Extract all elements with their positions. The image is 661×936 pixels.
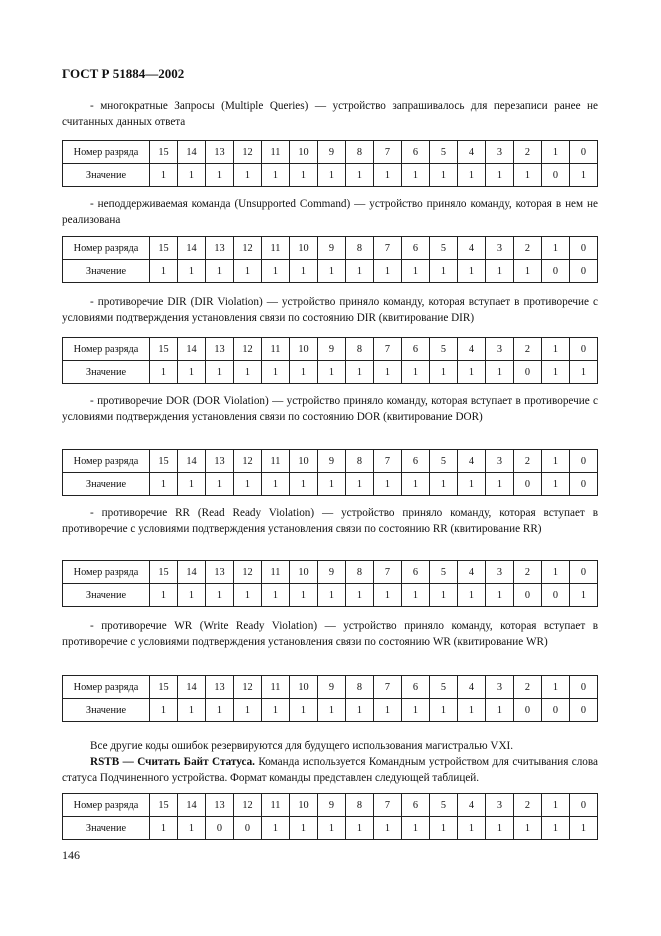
value-cell: 1 — [374, 164, 402, 187]
value-row — [63, 260, 598, 283]
bit-number-cell: 3 — [486, 794, 514, 817]
value-cell: 1 — [514, 817, 542, 840]
bit-number-cell: 5 — [430, 450, 458, 473]
value-cell: 1 — [262, 361, 290, 384]
bit-number-cell: 8 — [346, 561, 374, 584]
bit-number-cell: 9 — [318, 561, 346, 584]
value-cell: 1 — [430, 164, 458, 187]
error-description: - противоречие RR (Read Ready Violation) — устройство приняло команду, которая вступает в противоречие с условиями подтверждения установления связи по состоянию RR (квитирование RR) — [62, 507, 598, 535]
value-cell: 1 — [346, 817, 374, 840]
bit-number-cell: 13 — [206, 561, 234, 584]
value-cell: 1 — [290, 817, 318, 840]
value-cell: 1 — [346, 584, 374, 607]
bit-number-cell: 12 — [234, 794, 262, 817]
value-cell: 1 — [458, 817, 486, 840]
value-cell: 0 — [514, 699, 542, 722]
bit-number-label: Номер разряда — [63, 676, 150, 699]
bit-number-cell: 14 — [178, 450, 206, 473]
bit-number-cell: 6 — [402, 676, 430, 699]
value-cell: 1 — [374, 584, 402, 607]
value-row — [63, 817, 598, 840]
value-cell: 0 — [542, 260, 570, 283]
value-cell: 1 — [150, 699, 178, 722]
value-cell: 1 — [570, 361, 598, 384]
bit-number-cell: 10 — [290, 338, 318, 361]
value-cell: 1 — [374, 473, 402, 496]
value-cell: 1 — [514, 164, 542, 187]
value-cell: 1 — [486, 164, 514, 187]
bit-number-cell: 0 — [570, 141, 598, 164]
bit-number-cell: 3 — [486, 141, 514, 164]
value-cell: 1 — [178, 699, 206, 722]
bit-number-cell: 7 — [374, 141, 402, 164]
value-label: Значение — [63, 584, 150, 607]
bit-number-cell: 11 — [262, 561, 290, 584]
value-cell: 1 — [430, 817, 458, 840]
bit-number-cell: 0 — [570, 338, 598, 361]
value-cell: 1 — [206, 260, 234, 283]
value-cell: 1 — [402, 473, 430, 496]
value-cell: 0 — [542, 164, 570, 187]
bit-table — [62, 560, 598, 607]
value-cell: 1 — [570, 817, 598, 840]
bit-number-cell: 10 — [290, 450, 318, 473]
bit-number-cell: 4 — [458, 237, 486, 260]
bit-number-cell: 5 — [430, 794, 458, 817]
value-row — [63, 164, 598, 187]
bit-number-cell: 12 — [234, 338, 262, 361]
value-cell: 1 — [150, 584, 178, 607]
bit-number-cell: 13 — [206, 450, 234, 473]
value-cell: 1 — [374, 699, 402, 722]
bit-number-cell: 10 — [290, 794, 318, 817]
bit-number-cell: 5 — [430, 338, 458, 361]
bit-number-cell: 14 — [178, 676, 206, 699]
bit-number-cell: 0 — [570, 561, 598, 584]
value-cell: 1 — [178, 473, 206, 496]
bit-number-cell: 15 — [150, 561, 178, 584]
value-cell: 0 — [570, 699, 598, 722]
bit-number-row — [63, 237, 598, 260]
bit-table — [62, 675, 598, 722]
value-label: Значение — [63, 817, 150, 840]
value-label: Значение — [63, 260, 150, 283]
bit-number-cell: 7 — [374, 237, 402, 260]
value-cell: 1 — [542, 361, 570, 384]
value-row — [63, 361, 598, 384]
value-label: Значение — [63, 361, 150, 384]
value-cell: 1 — [234, 473, 262, 496]
value-cell: 1 — [290, 164, 318, 187]
value-cell: 1 — [430, 260, 458, 283]
error-description: - противоречие DOR (DOR Violation) — устройство приняло команду, которая вступает в противоречие с условиями подтверждения установления связи по состоянию DOR (квитирование DOR) — [62, 395, 598, 423]
bit-table — [62, 140, 598, 187]
bit-number-row — [63, 676, 598, 699]
bit-number-cell: 13 — [206, 794, 234, 817]
bit-number-cell: 15 — [150, 338, 178, 361]
value-cell: 1 — [458, 361, 486, 384]
value-cell: 1 — [206, 361, 234, 384]
value-cell: 1 — [290, 361, 318, 384]
bit-number-cell: 1 — [542, 794, 570, 817]
value-cell: 1 — [178, 164, 206, 187]
value-cell: 0 — [542, 699, 570, 722]
bit-number-cell: 12 — [234, 676, 262, 699]
bit-number-cell: 11 — [262, 141, 290, 164]
bit-number-cell: 2 — [514, 450, 542, 473]
value-cell: 1 — [430, 584, 458, 607]
bit-number-cell: 8 — [346, 794, 374, 817]
value-cell: 1 — [262, 260, 290, 283]
bit-number-cell: 14 — [178, 237, 206, 260]
value-cell: 1 — [486, 260, 514, 283]
value-cell: 1 — [402, 817, 430, 840]
value-cell: 0 — [570, 473, 598, 496]
bit-number-cell: 4 — [458, 450, 486, 473]
value-cell: 1 — [346, 164, 374, 187]
value-cell: 1 — [430, 361, 458, 384]
bit-number-cell: 15 — [150, 141, 178, 164]
bit-number-cell: 4 — [458, 561, 486, 584]
value-cell: 1 — [234, 584, 262, 607]
document-header: ГОСТ Р 51884—2002 — [62, 66, 185, 81]
bit-number-cell: 5 — [430, 676, 458, 699]
value-cell: 1 — [486, 473, 514, 496]
value-cell: 0 — [234, 817, 262, 840]
value-cell: 1 — [486, 699, 514, 722]
value-cell: 1 — [570, 164, 598, 187]
value-label: Значение — [63, 473, 150, 496]
bit-number-cell: 7 — [374, 676, 402, 699]
bit-number-cell: 15 — [150, 237, 178, 260]
value-cell: 1 — [150, 260, 178, 283]
bit-number-row — [63, 141, 598, 164]
value-cell: 1 — [430, 473, 458, 496]
bit-number-cell: 2 — [514, 141, 542, 164]
bit-number-cell: 5 — [430, 141, 458, 164]
bit-table — [62, 449, 598, 496]
value-cell: 1 — [402, 164, 430, 187]
bit-number-cell: 4 — [458, 794, 486, 817]
bit-number-cell: 6 — [402, 450, 430, 473]
bit-number-cell: 6 — [402, 561, 430, 584]
value-cell: 0 — [514, 473, 542, 496]
value-cell: 1 — [458, 164, 486, 187]
bit-number-label: Номер разряда — [63, 237, 150, 260]
bit-number-cell: 10 — [290, 237, 318, 260]
value-label: Значение — [63, 699, 150, 722]
value-cell: 1 — [318, 164, 346, 187]
bit-number-cell: 0 — [570, 676, 598, 699]
value-cell: 1 — [514, 260, 542, 283]
bit-number-cell: 1 — [542, 450, 570, 473]
bit-number-label: Номер разряда — [63, 794, 150, 817]
value-cell: 1 — [346, 473, 374, 496]
page-number: 146 — [62, 848, 80, 862]
rstb-bit-table — [62, 793, 598, 840]
error-description: - противоречие WR (Write Ready Violation) — устройство приняло команду, которая вступает в противоречие с условиями подтверждения установления связи по состоянию WR (квитирование WR) — [62, 620, 598, 648]
bit-number-cell: 14 — [178, 561, 206, 584]
bit-number-cell: 1 — [542, 237, 570, 260]
bit-number-cell: 14 — [178, 141, 206, 164]
bit-number-cell: 9 — [318, 676, 346, 699]
value-cell: 1 — [374, 260, 402, 283]
bit-number-row — [63, 561, 598, 584]
bit-number-row — [63, 338, 598, 361]
value-cell: 1 — [458, 699, 486, 722]
error-description: - неподдерживаемая команда (Unsupported Command) — устройство приняло команду, которая в нем не реализована — [62, 198, 598, 226]
value-cell: 0 — [514, 361, 542, 384]
value-cell: 1 — [570, 584, 598, 607]
bit-number-cell: 7 — [374, 450, 402, 473]
value-cell: 0 — [570, 260, 598, 283]
value-cell: 1 — [178, 260, 206, 283]
bit-number-cell: 11 — [262, 794, 290, 817]
value-row — [63, 584, 598, 607]
value-cell: 1 — [150, 361, 178, 384]
bit-number-cell: 15 — [150, 450, 178, 473]
value-cell: 1 — [150, 473, 178, 496]
bit-number-label: Номер разряда — [63, 141, 150, 164]
value-cell: 1 — [290, 260, 318, 283]
bit-number-cell: 9 — [318, 141, 346, 164]
value-cell: 1 — [262, 584, 290, 607]
bit-number-cell: 9 — [318, 237, 346, 260]
value-cell: 1 — [346, 699, 374, 722]
bit-number-cell: 4 — [458, 141, 486, 164]
bit-number-cell: 15 — [150, 676, 178, 699]
value-cell: 1 — [234, 699, 262, 722]
value-cell: 1 — [150, 164, 178, 187]
reserved-note: Все другие коды ошибок резервируются для будущего использования магистралью VXI. — [90, 740, 514, 752]
value-cell: 1 — [290, 699, 318, 722]
bit-number-cell: 9 — [318, 794, 346, 817]
bit-number-cell: 12 — [234, 450, 262, 473]
bit-number-cell: 6 — [402, 794, 430, 817]
value-cell: 1 — [402, 699, 430, 722]
value-cell: 1 — [318, 699, 346, 722]
value-cell: 1 — [486, 361, 514, 384]
value-cell: 1 — [318, 817, 346, 840]
bit-number-cell: 4 — [458, 338, 486, 361]
bit-number-cell: 8 — [346, 141, 374, 164]
bit-table — [62, 337, 598, 384]
value-cell: 1 — [374, 817, 402, 840]
bit-table — [62, 236, 598, 283]
value-cell: 1 — [430, 699, 458, 722]
bit-number-cell: 11 — [262, 676, 290, 699]
rstb-term: RSTB — Считать Байт Статуса. — [90, 756, 255, 768]
bit-number-cell: 0 — [570, 237, 598, 260]
value-cell: 1 — [178, 817, 206, 840]
value-cell: 1 — [486, 584, 514, 607]
bit-number-cell: 10 — [290, 141, 318, 164]
value-cell: 1 — [262, 699, 290, 722]
bit-number-cell: 6 — [402, 338, 430, 361]
value-cell: 1 — [346, 361, 374, 384]
value-cell: 1 — [178, 584, 206, 607]
bit-number-cell: 9 — [318, 450, 346, 473]
value-cell: 1 — [458, 260, 486, 283]
bit-number-cell: 4 — [458, 676, 486, 699]
value-cell: 1 — [206, 699, 234, 722]
value-cell: 1 — [318, 361, 346, 384]
rstb-description: RSTB — Считать Байт Статуса. Команда используется Командным устройством для считывания слова статуса Подчиненного устройства. Формат команды представлен следующей таблицей. — [62, 756, 598, 784]
bit-number-cell: 10 — [290, 561, 318, 584]
bit-number-cell: 2 — [514, 237, 542, 260]
value-cell: 1 — [234, 361, 262, 384]
value-cell: 1 — [374, 361, 402, 384]
value-cell: 1 — [486, 817, 514, 840]
bit-number-cell: 0 — [570, 450, 598, 473]
bit-number-cell: 11 — [262, 450, 290, 473]
value-cell: 1 — [262, 817, 290, 840]
bit-number-cell: 2 — [514, 794, 542, 817]
bit-number-cell: 8 — [346, 450, 374, 473]
bit-number-cell: 13 — [206, 676, 234, 699]
bit-number-label: Номер разряда — [63, 450, 150, 473]
bit-number-cell: 5 — [430, 561, 458, 584]
bit-number-cell: 1 — [542, 141, 570, 164]
value-cell: 1 — [542, 817, 570, 840]
bit-number-cell: 3 — [486, 237, 514, 260]
value-cell: 1 — [458, 473, 486, 496]
bit-number-row — [63, 450, 598, 473]
bit-number-cell: 2 — [514, 338, 542, 361]
bit-number-cell: 13 — [206, 237, 234, 260]
bit-number-cell: 7 — [374, 794, 402, 817]
bit-number-cell: 3 — [486, 676, 514, 699]
value-cell: 1 — [318, 260, 346, 283]
error-description: - противоречие DIR (DIR Violation) — устройство приняло команду, которая вступает в противоречие с условиями подтверждения установления связи по состоянию DIR (квитирование DIR) — [62, 296, 598, 324]
value-cell: 1 — [402, 361, 430, 384]
value-cell: 1 — [542, 473, 570, 496]
bit-number-cell: 14 — [178, 338, 206, 361]
error-description: - многократные Запросы (Multiple Queries) — устройство запрашивалось для перезаписи ранее не считанных данных ответа — [62, 100, 598, 128]
value-row — [63, 473, 598, 496]
value-cell: 1 — [346, 260, 374, 283]
value-cell: 1 — [234, 164, 262, 187]
bit-number-cell: 1 — [542, 561, 570, 584]
value-cell: 1 — [458, 584, 486, 607]
value-cell: 1 — [234, 260, 262, 283]
value-cell: 1 — [206, 584, 234, 607]
bit-number-cell: 8 — [346, 237, 374, 260]
bit-number-cell: 2 — [514, 676, 542, 699]
value-cell: 1 — [206, 473, 234, 496]
bit-number-cell: 5 — [430, 237, 458, 260]
value-cell: 1 — [402, 260, 430, 283]
value-cell: 0 — [206, 817, 234, 840]
bit-number-cell: 3 — [486, 338, 514, 361]
value-cell: 1 — [262, 473, 290, 496]
value-label: Значение — [63, 164, 150, 187]
bit-number-cell: 8 — [346, 676, 374, 699]
bit-number-cell: 8 — [346, 338, 374, 361]
bit-number-cell: 13 — [206, 338, 234, 361]
bit-number-row — [63, 794, 598, 817]
value-cell: 1 — [318, 473, 346, 496]
bit-number-cell: 1 — [542, 676, 570, 699]
value-cell: 1 — [402, 584, 430, 607]
bit-number-cell: 12 — [234, 561, 262, 584]
value-cell: 1 — [262, 164, 290, 187]
bit-number-cell: 11 — [262, 237, 290, 260]
bit-number-cell: 7 — [374, 561, 402, 584]
bit-number-cell: 7 — [374, 338, 402, 361]
bit-number-cell: 9 — [318, 338, 346, 361]
value-row — [63, 699, 598, 722]
bit-number-cell: 3 — [486, 450, 514, 473]
bit-number-label: Номер разряда — [63, 561, 150, 584]
value-cell: 1 — [178, 361, 206, 384]
bit-number-label: Номер разряда — [63, 338, 150, 361]
value-cell: 1 — [206, 164, 234, 187]
bit-number-cell: 0 — [570, 794, 598, 817]
bit-number-cell: 3 — [486, 561, 514, 584]
value-cell: 1 — [150, 817, 178, 840]
bit-number-cell: 12 — [234, 141, 262, 164]
value-cell: 0 — [542, 584, 570, 607]
bit-number-cell: 13 — [206, 141, 234, 164]
bit-number-cell: 11 — [262, 338, 290, 361]
bit-number-cell: 6 — [402, 237, 430, 260]
bit-number-cell: 6 — [402, 141, 430, 164]
value-cell: 0 — [514, 584, 542, 607]
value-cell: 1 — [290, 584, 318, 607]
bit-number-cell: 15 — [150, 794, 178, 817]
value-cell: 1 — [318, 584, 346, 607]
value-cell: 1 — [290, 473, 318, 496]
bit-number-cell: 14 — [178, 794, 206, 817]
bit-number-cell: 2 — [514, 561, 542, 584]
bit-number-cell: 12 — [234, 237, 262, 260]
bit-number-cell: 1 — [542, 338, 570, 361]
bit-number-cell: 10 — [290, 676, 318, 699]
